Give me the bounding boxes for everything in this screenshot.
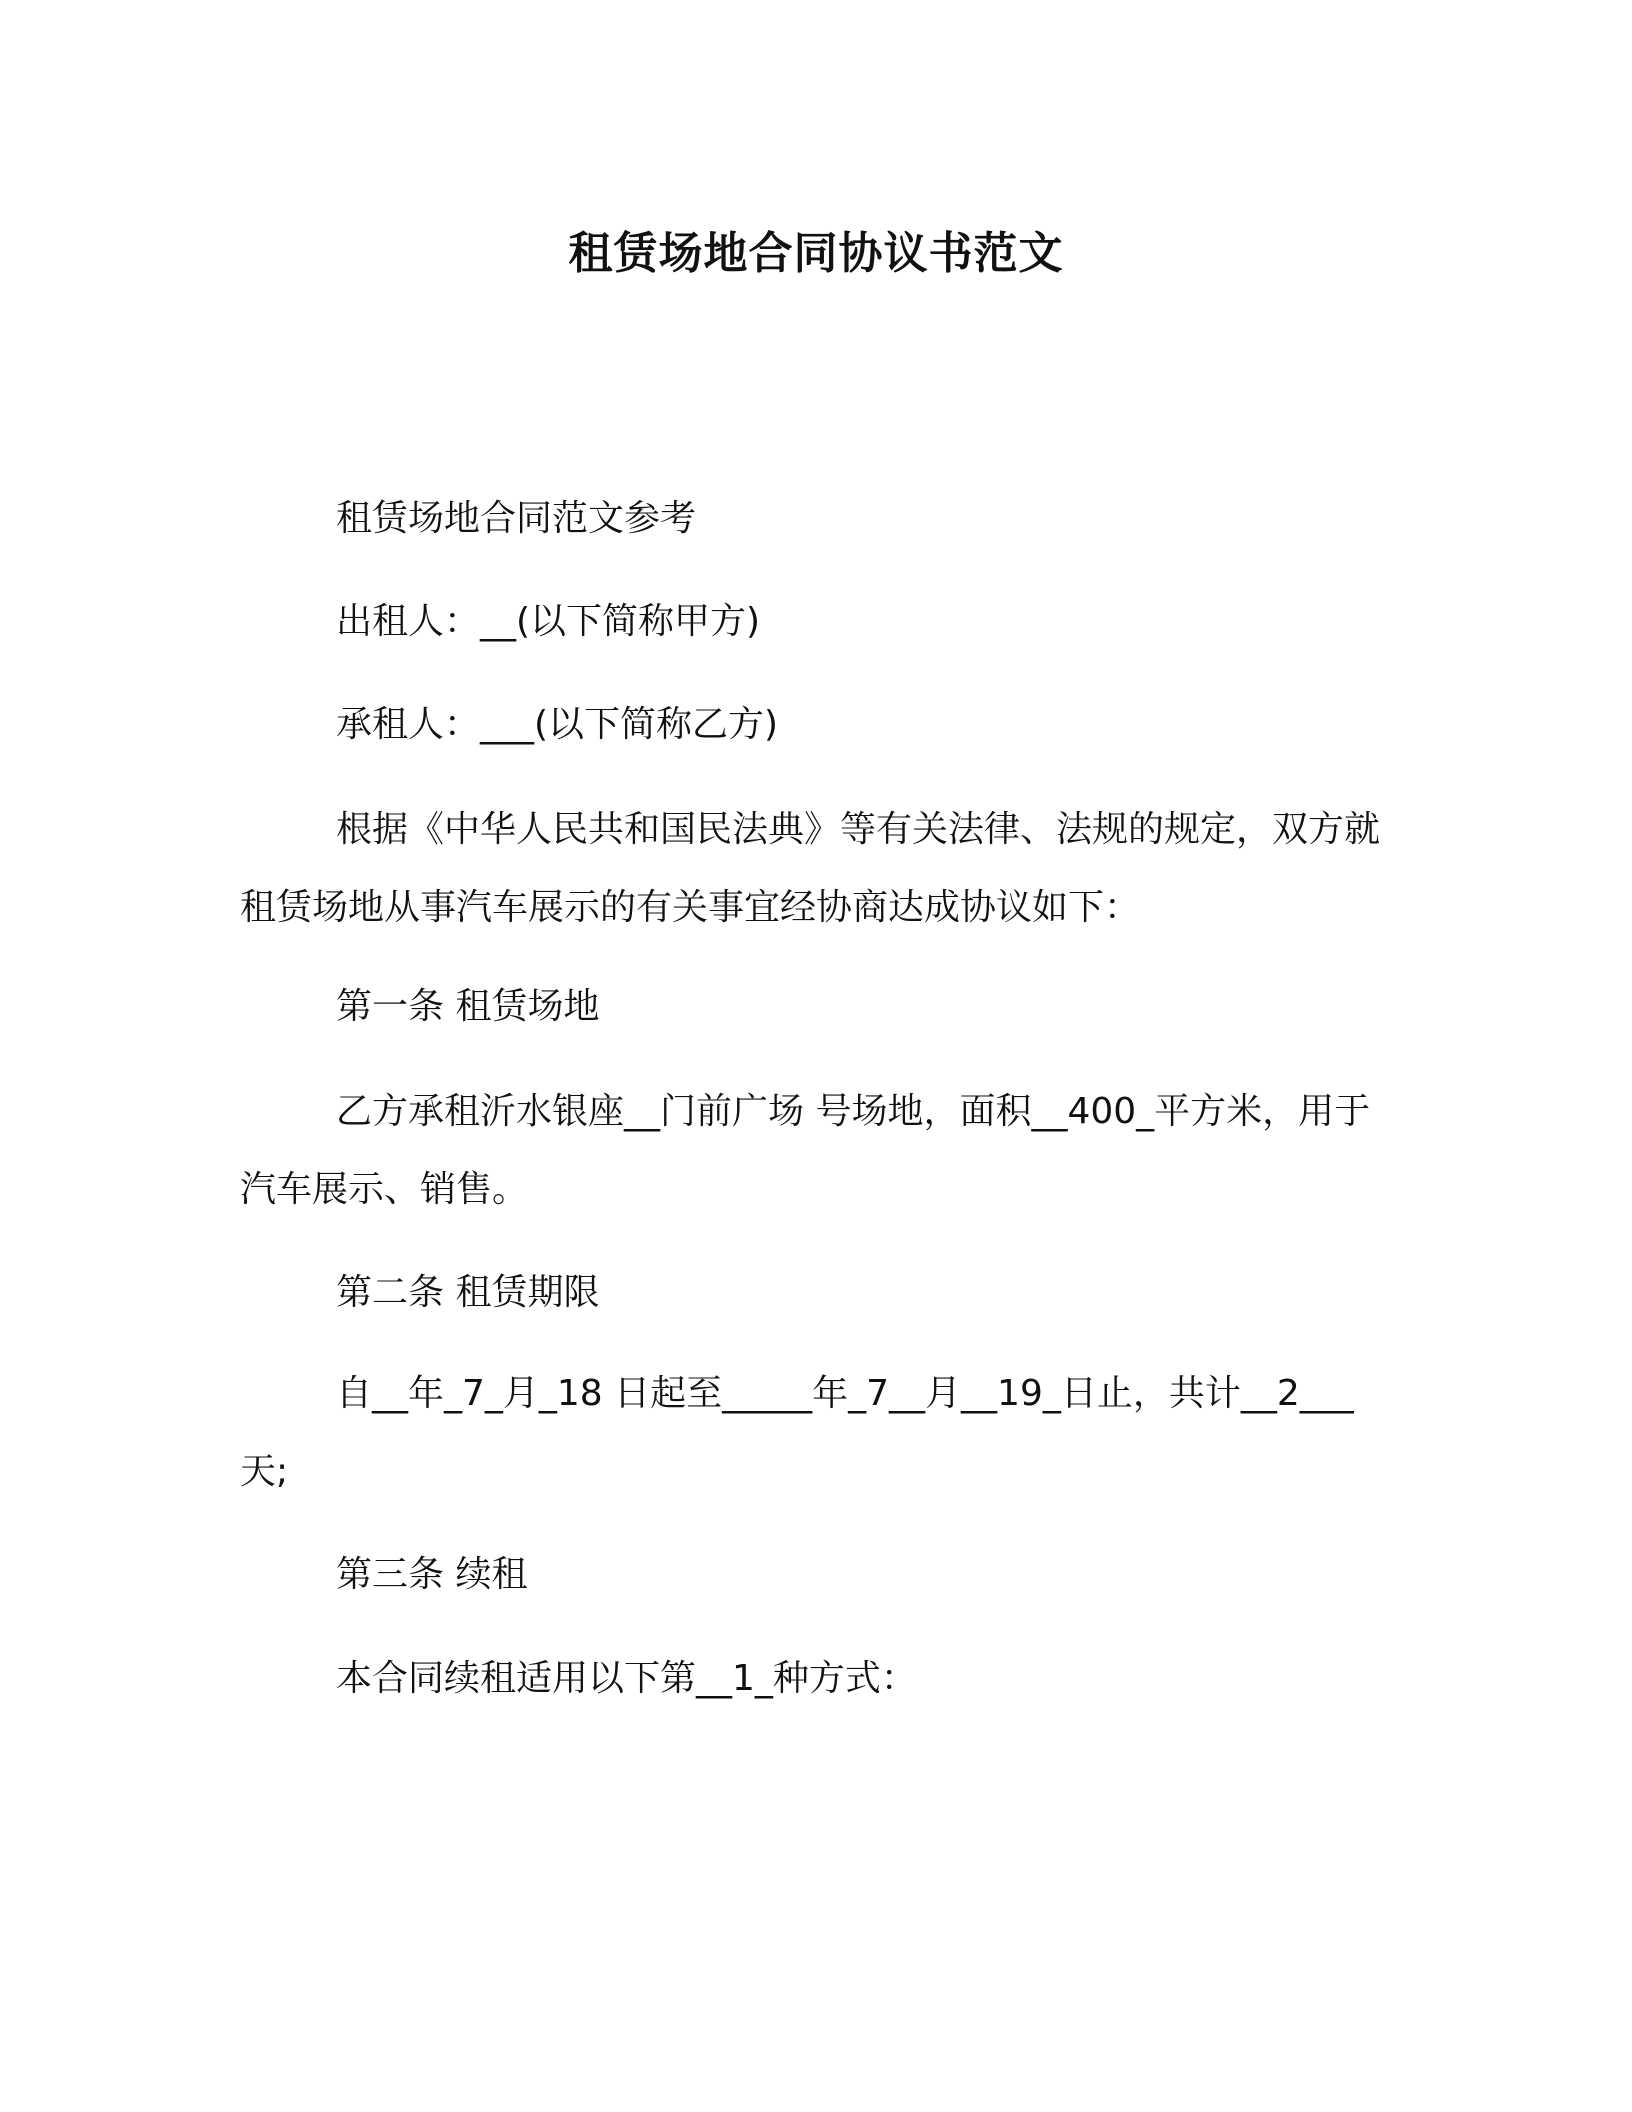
paragraph-preamble: 根据《中华人民共和国民法典》等有关法律、法规的规定，双方就租赁场地从事汽车展示的有关事宜经协商达成协议如下：	[240, 809, 1381, 928]
article-one-heading: 第一条 租赁场地	[336, 986, 600, 1027]
paragraph-intro: 租赁场地合同范文参考	[336, 498, 697, 539]
article-three-body: 本合同续租适用以下第__1_种方式：	[336, 1658, 917, 1699]
article-two-heading: 第二条 租赁期限	[336, 1272, 600, 1313]
article-two-body: 自__年_7_月_18 日起至_____年_7__月__19_日止，共计__2___天;	[240, 1373, 1354, 1492]
paragraph-lessor: 出租人：__(以下简称甲方)	[336, 601, 761, 642]
article-three-heading: 第三条 续租	[336, 1554, 528, 1595]
article-one-body: 乙方承租沂水银座__门前广场 号场地，面积__400_平方米，用于汽车展示、销售。	[240, 1091, 1371, 1210]
paragraph-lessee: 承租人：___(以下简称乙方)	[336, 704, 779, 745]
document-title: 租赁场地合同协议书范文	[568, 228, 1064, 279]
